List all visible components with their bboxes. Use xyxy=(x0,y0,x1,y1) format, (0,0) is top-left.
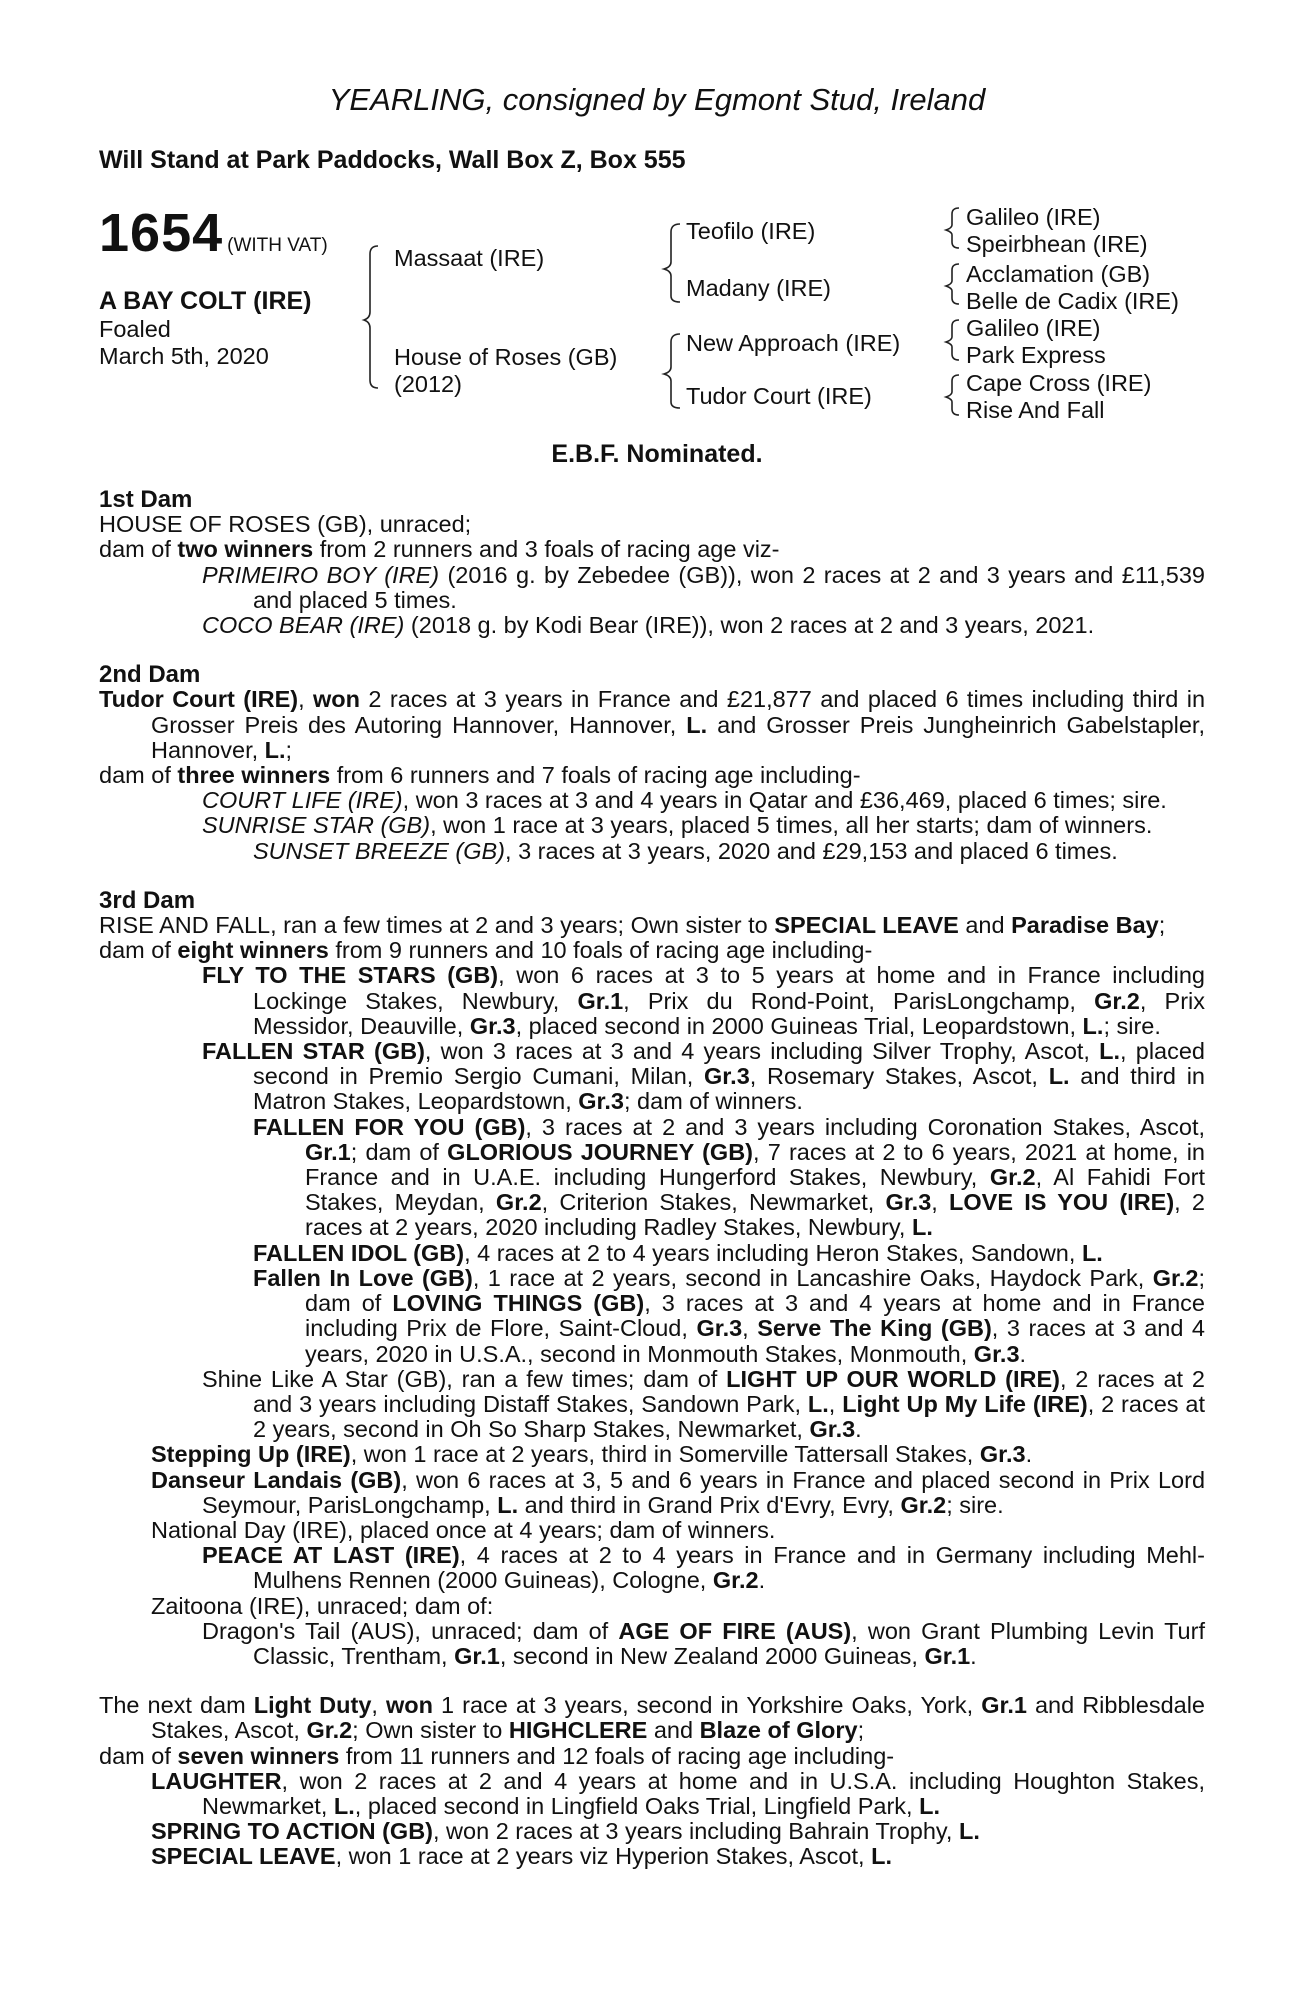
lot-number: 1654 xyxy=(99,203,224,263)
second-dam-grand-offspring: SUNSET BREEZE (GB), 3 races at 3 years, 2020 and £29,153 and placed 6 times. xyxy=(253,837,1118,864)
next-dam-produce: dam of seven winners from 11 runners and 12 foals of racing age including- xyxy=(99,1742,895,1769)
second-dam-offspring-2: SUNRISE STAR (GB), won 1 race at 3 years, placed 5 times, all her starts; dam of winners. xyxy=(202,812,1153,839)
pedigree-g7: Cape Cross (IRE) xyxy=(966,370,1152,396)
pedigree-g4: Belle de Cadix (IRE) xyxy=(966,288,1179,314)
stand-location: Will Stand at Park Paddocks, Wall Box Z, Box 555 xyxy=(99,146,686,174)
second-dam-offspring-1: COURT LIFE (IRE), won 3 races at 3 and 4 years in Qatar and £36,469, placed 6 times; sire. xyxy=(202,787,1167,814)
foaled-label: Foaled xyxy=(99,316,171,342)
fallen-in-love: Fallen In Love (GB), 1 race at 2 years, second in Lancashire Oaks, Haydock Park, Gr.2; dam of LOVING THINGS (GB), 3 races at 3 and 4 years at home and in France including Prix de Flore, Saint-Cloud, Gr.3, Serve The King (GB), 3 races at 3 and 4 years, 2020 in U.S.A., second in Monmouth Stakes, Monmouth, Gr.3. xyxy=(253,1264,1206,1367)
pedigree-dam-dam: Tudor Court (IRE) xyxy=(686,383,872,409)
pedigree-dam-sire: New Approach (IRE) xyxy=(686,330,901,356)
ebf-nominated: E.B.F. Nominated. xyxy=(551,440,763,468)
stepping-up: Stepping Up (IRE), won 1 race at 2 years, third in Somerville Tattersall Stakes, Gr.3. xyxy=(151,1441,1033,1468)
catalogue-text xyxy=(99,487,1205,1870)
foaled-date: March 5th, 2020 xyxy=(99,343,269,369)
lot-description: A BAY COLT (IRE) xyxy=(99,287,312,315)
pedigree-sire-sire: Teofilo (IRE) xyxy=(686,218,816,244)
fly-to-the-stars: FLY TO THE STARS (GB), won 6 races at 3 to 5 years at home and in France including Lockinge Stakes, Newbury, Gr.1, Prix du Rond-Point, ParisLongchamp, Gr.2, Prix Messidor, Deauville, Gr.3, placed second in 2000 Guineas Trial, Leopardstown, L.; sire. xyxy=(202,962,1206,1039)
first-dam-offspring-1: PRIMEIRO BOY (IRE) (2016 g. by Zebedee (GB)), won 2 races at 2 and 3 years and £11,539 and placed 5 times. xyxy=(202,561,1205,613)
third-dam-heading: 3rd Dam xyxy=(99,886,196,914)
zaitoona: Zaitoona (IRE), unraced; dam of: xyxy=(151,1592,494,1619)
next-dam-line: The next dam Light Duty, won 1 race at 3 years, second in Yorkshire Oaks, York, Gr.1 and Ribblesdale Stakes, Ascot, Gr.2; Own sister to HIGHCLERE and Blaze of Glory; xyxy=(99,1692,1205,1744)
first-dam-offspring-2: COCO BEAR (IRE) (2018 g. by Kodi Bear (IRE)), won 2 races at 2 and 3 years, 2021. xyxy=(202,612,1095,639)
second-dam-line: Tudor Court (IRE), won 2 races at 3 years in France and £21,877 and placed 6 times including third in Grosser Preis des Autoring Hannover, Hannover, L. and Grosser Preis Jungheinrich Gabelstapler, Hannover, L.; xyxy=(99,686,1206,763)
peace-at-last: PEACE AT LAST (IRE), 4 races at 2 to 4 years in France and in Germany including Mehl-Mulhens Rennen (2000 Guineas), Cologne, Gr.2. xyxy=(202,1542,1205,1594)
third-dam-produce: dam of eight winners from 9 runners and 10 foals of racing age including- xyxy=(99,937,873,964)
pedigree-dam-year: (2012) xyxy=(394,371,462,397)
first-dam-produce: dam of two winners from 2 runners and 3 foals of racing age viz- xyxy=(99,536,780,563)
second-dam-produce: dam of three winners from 6 runners and 7 foals of racing age including- xyxy=(99,762,861,789)
fallen-idol: FALLEN IDOL (GB), 4 races at 2 to 4 years including Heron Stakes, Sandown, L. xyxy=(253,1239,1103,1266)
pedigree-g1: Galileo (IRE) xyxy=(966,204,1101,230)
national-day: National Day (IRE), placed once at 4 years; dam of winners. xyxy=(151,1516,776,1543)
pedigree-dam: House of Roses (GB) xyxy=(394,344,618,370)
first-dam-line: HOUSE OF ROSES (GB), unraced; xyxy=(99,511,472,538)
third-dam-line: RISE AND FALL, ran a few times at 2 and 3 years; Own sister to SPECIAL LEAVE and Paradise Bay; xyxy=(99,912,1166,939)
fallen-for-you: FALLEN FOR YOU (GB), 3 races at 2 and 3 years including Coronation Stakes, Ascot, Gr.1; dam of GLORIOUS JOURNEY (GB), 7 races at 2 to 6 years, 2021 at home, in France and in U.A.E. including Hungerford Stakes, Newbury, Gr.2, Al Fahidi Fort Stakes, Meydan, Gr.2, Criterion Stakes, Newmarket, Gr.3, LOVE IS YOU (IRE), 2 races at 2 years, 2020 including Radley Stakes, Newbury, L. xyxy=(253,1113,1205,1241)
dragons-tail: Dragon's Tail (AUS), unraced; dam of AGE OF FIRE (AUS), won Grant Plumbing Levin Turf Classic, Trentham, Gr.1, second in New Zealand 2000 Guineas, Gr.1. xyxy=(202,1617,1205,1669)
pedigree-g3: Acclamation (GB) xyxy=(966,261,1151,287)
pedigree-g8: Rise And Fall xyxy=(966,397,1105,423)
pedigree-sire-dam: Madany (IRE) xyxy=(686,275,831,301)
first-dam-heading: 1st Dam xyxy=(99,486,193,513)
second-dam-heading: 2nd Dam xyxy=(99,661,201,689)
special-leave: SPECIAL LEAVE, won 1 race at 2 years viz Hyperion Stakes, Ascot, L. xyxy=(151,1843,892,1870)
spring-to-action: SPRING TO ACTION (GB), won 2 races at 3 years including Bahrain Trophy, L. xyxy=(151,1818,980,1845)
danseur-landais: Danseur Landais (GB), won 6 races at 3, 5 and 6 years in France and placed second in Prix Lord Seymour, ParisLongchamp, L. and third in Grand Prix d'Evry, Evry, Gr.2; sire. xyxy=(151,1466,1206,1518)
pedigree-g6: Park Express xyxy=(966,342,1106,368)
page-title: YEARLING, consigned by Egmont Stud, Ireland xyxy=(328,82,986,117)
vat-note: (WITH VAT) xyxy=(227,235,328,256)
shine-like-a-star: Shine Like A Star (GB), ran a few times; dam of LIGHT UP OUR WORLD (IRE), 2 races at 2 and 3 years including Distaff Stakes, Sandown Park, L., Light Up My Life (IRE), 2 races at 2 years, second in Oh So Sharp Stakes, Newmarket, Gr.3. xyxy=(202,1365,1205,1443)
laughter: LAUGHTER, won 2 races at 2 and 4 years at home and in U.S.A. including Houghton Stakes, Newmarket, L., placed second in Lingfield Oaks Trial, Lingfield Park, L. xyxy=(151,1767,1205,1819)
fallen-star: FALLEN STAR (GB), won 3 races at 3 and 4 years including Silver Trophy, Ascot, L., placed second in Premio Sergio Cumani, Milan, Gr.3, Rosemary Stakes, Ascot, L. and third in Matron Stakes, Leopardstown, Gr.3; dam of winners. xyxy=(202,1038,1206,1115)
pedigree-g2: Speirbhean (IRE) xyxy=(966,231,1148,257)
pedigree-g5: Galileo (IRE) xyxy=(966,315,1101,341)
pedigree-sire: Massaat (IRE) xyxy=(394,245,545,271)
